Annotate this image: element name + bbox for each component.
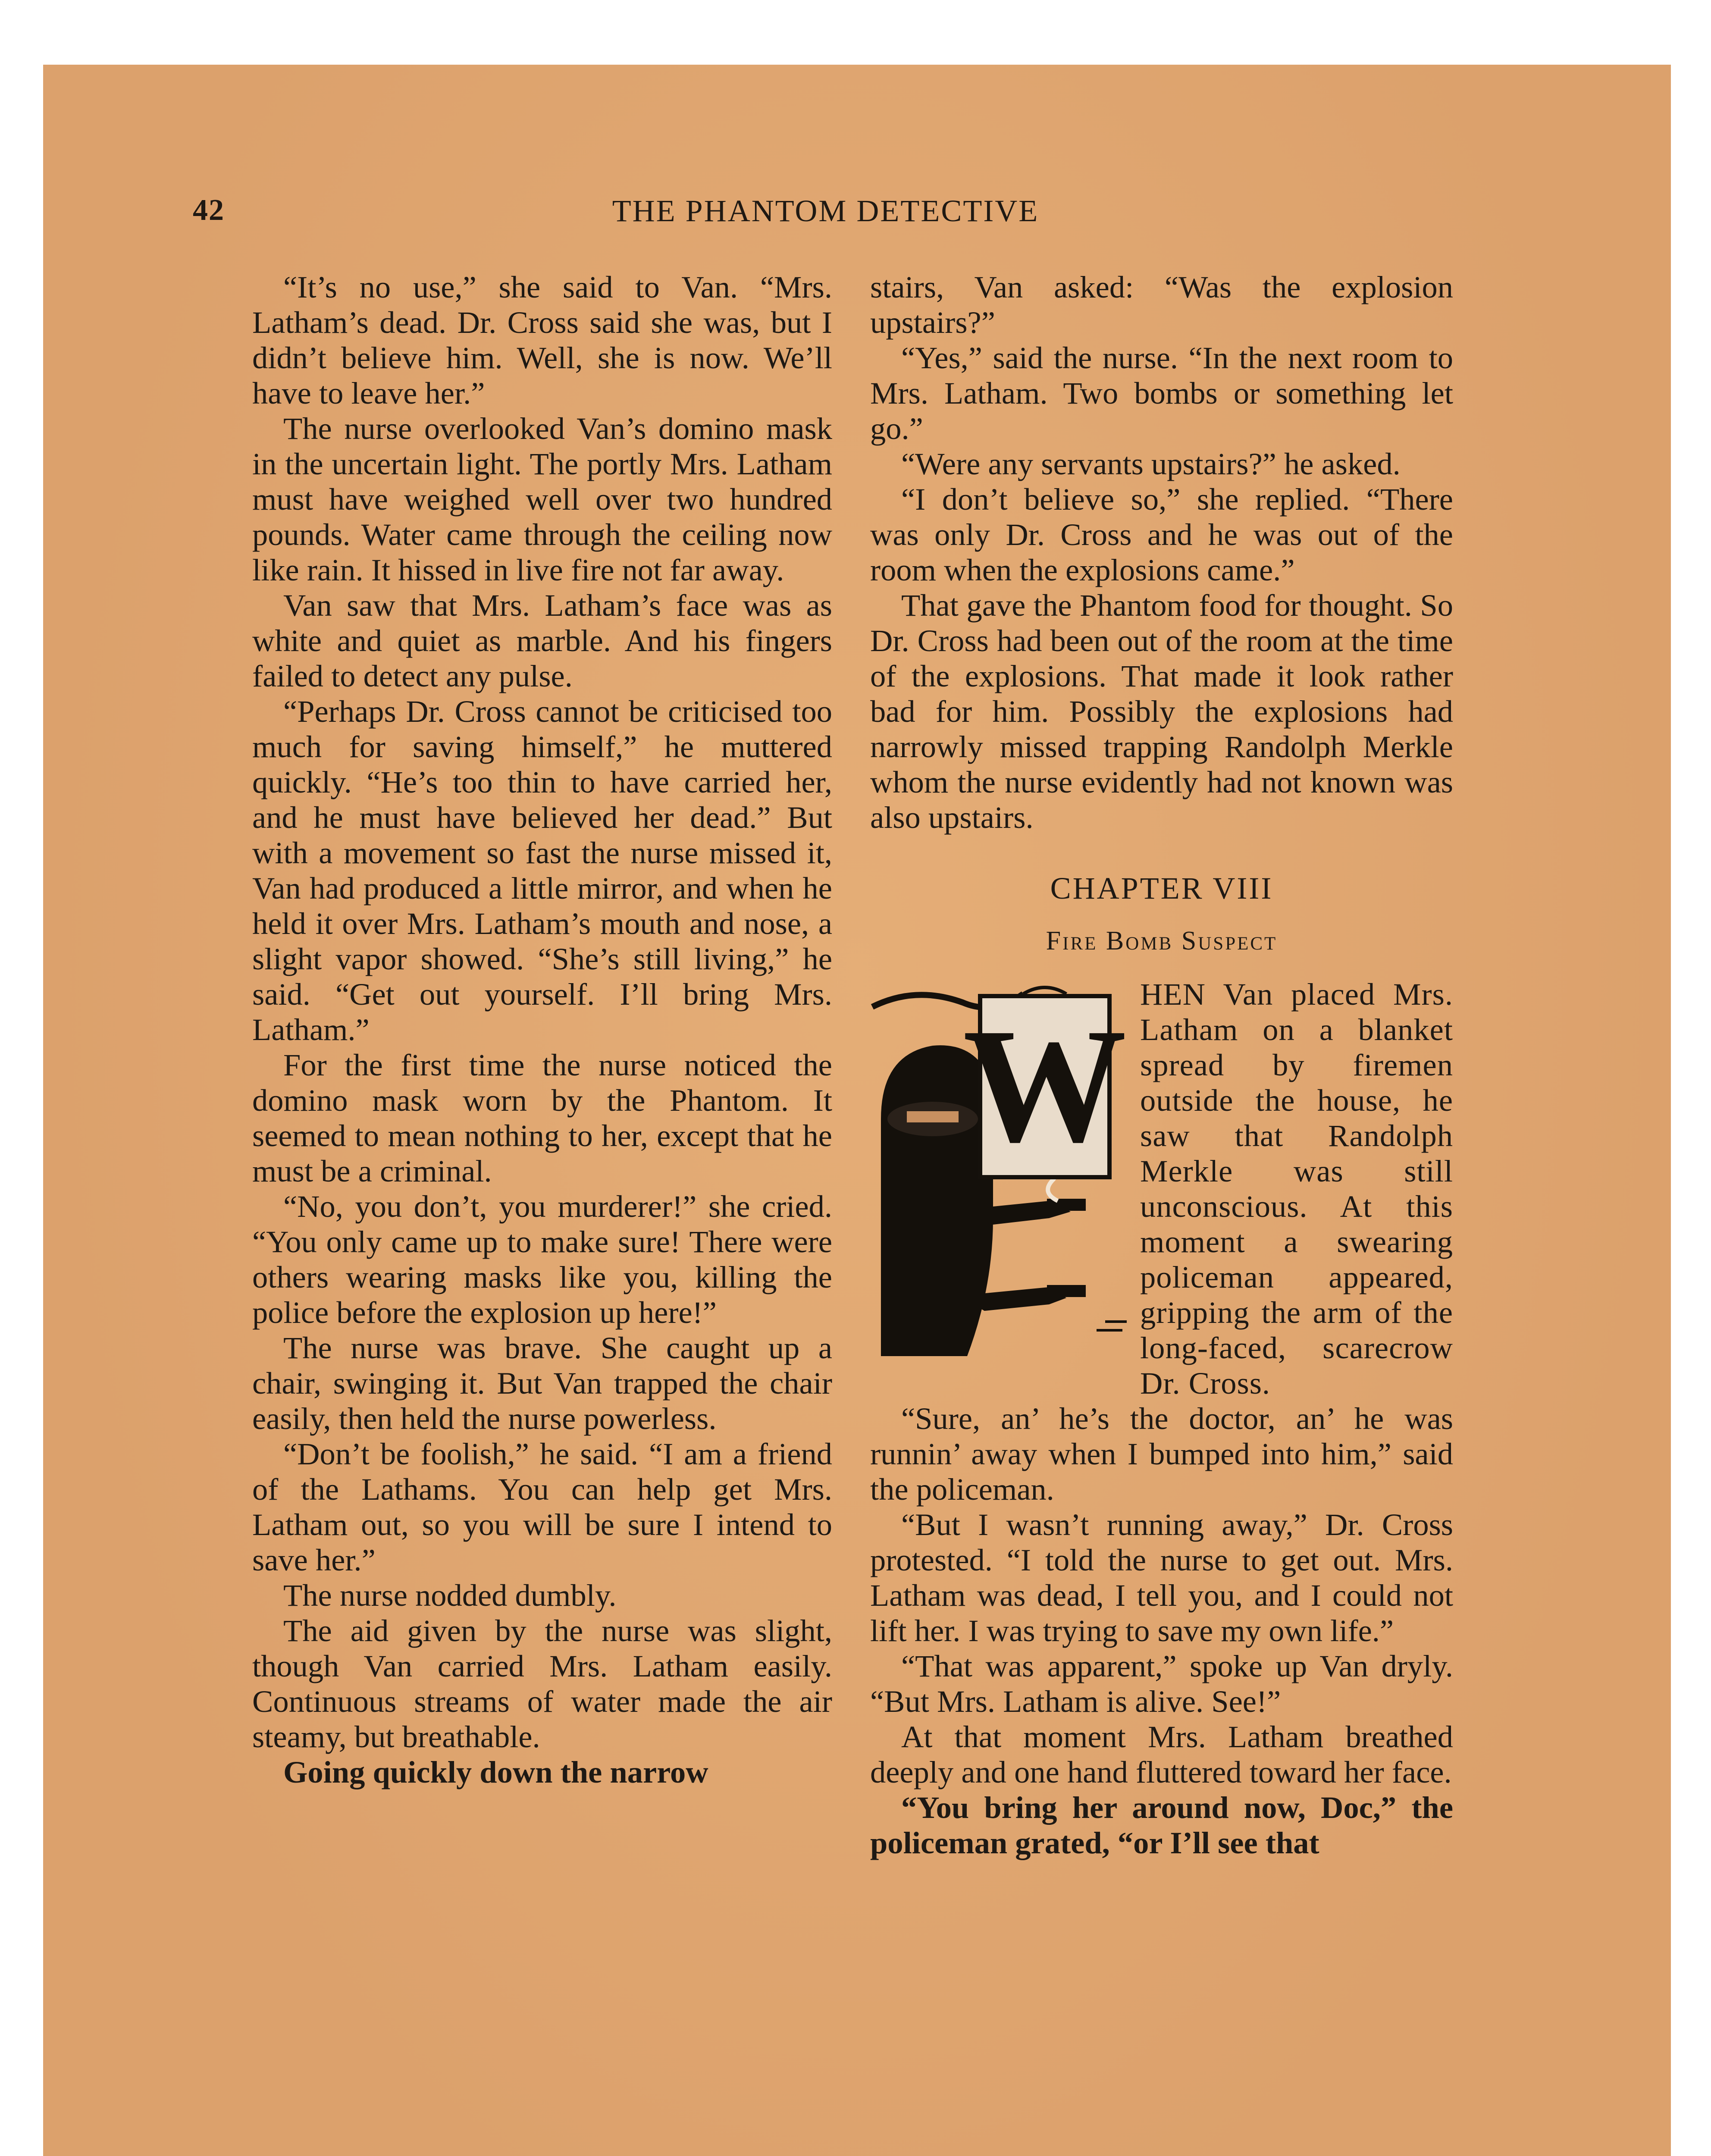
masked-gunman-illustration-icon <box>864 977 1129 1365</box>
paragraph: “It’s no use,” she said to Van. “Mrs. Latham’s dead. Dr. Cross said she was, but I didn’t believe him. Well, she is now. We’ll have to leave her.” <box>252 270 832 411</box>
paragraph: Going quickly down the narrow <box>283 1755 708 1789</box>
chapter-heading: CHAPTER VIII <box>1050 871 1273 906</box>
paragraph: “But I wasn’t running away,” Dr. Cross protested. “I told the nurse to get out. Mrs. Latham was dead, I tell you, and I could not lift her. I was trying to save my own life.” <box>870 1507 1453 1648</box>
page-number: 42 <box>193 194 225 227</box>
paragraph: For the first time the nurse noticed the domino mask worn by the Phantom. It seemed to mean nothing to her, except that he must be a criminal. <box>252 1047 832 1188</box>
paragraph: The nurse nodded dumbly. <box>283 1578 617 1613</box>
paragraph: “Perhaps Dr. Cross cannot be criticised too much for saving himself,” he muttered quickly. “He’s too thin to have carried her, and he must have believed her dead.” But with a movement so fast the nurse missed it, Van had produced a little mirror, and when he held it over Mrs. Latham’s mouth and nose, a slight vapor showed. “She’s still living,” he said. “Get out yourself. I’ll bring Mrs. Latham.” <box>252 694 832 1047</box>
paragraph: That gave the Phantom food for thought. So Dr. Cross had been out of the room at the time of the explosions. That made it look rather bad for him. Possibly the explosions had narrowly missed trapping Randolph Merkle whom the nurse evidently had not known was also upstairs. <box>870 588 1453 835</box>
paragraph: “You bring her around now, Doc,” the policeman grated, “or I’ll see that <box>870 1790 1453 1860</box>
right-column <box>870 270 1453 2156</box>
paragraph: “Sure, an’ he’s the doctor, an’ he was runnin’ away when I bumped into him,” said the policeman. <box>870 1401 1453 1507</box>
paragraph: stairs, Van asked: “Was the explosion upstairs?” <box>870 270 1453 340</box>
dropcap-illustration <box>864 977 1129 1365</box>
paragraph: The nurse overlooked Van’s domino mask in the uncertain light. The portly Mrs. Latham must have weighed well over two hundred pounds. Water came through the ceiling now like rain. It hissed in live fire not far away. <box>252 411 832 587</box>
paragraph: “Yes,” said the nurse. “In the next room to Mrs. Latham. Two bombs or something let go.” <box>870 340 1453 446</box>
dropcap-letter: W <box>963 995 1127 1176</box>
paragraph: “I don’t believe so,” she replied. “There was only Dr. Cross and he was out of the room when the explosions came.” <box>870 482 1453 587</box>
paragraph: “Were any servants upstairs?” he asked. <box>901 446 1401 481</box>
left-column <box>252 270 832 2156</box>
paragraph: “Don’t be foolish,” he said. “I am a friend of the Lathams. You can help get Mrs. Latham out, so you will be sure I intend to save her.” <box>252 1436 832 1577</box>
paragraph: “No, you don’t, you murderer!” she cried. “You only came up to make sure! There were others wearing masks like you, killing the police before the explosion up here!” <box>252 1189 832 1330</box>
paragraph: Van saw that Mrs. Latham’s face was as white and quiet as marble. And his fingers failed to detect any pulse. <box>252 588 832 693</box>
page-header <box>193 193 1458 245</box>
chapter-title: Fire Bomb Suspect <box>1046 926 1278 956</box>
running-title: THE PHANTOM DETECTIVE <box>612 194 1039 228</box>
paragraph: At that moment Mrs. Latham breathed deeply and one hand fluttered toward her face. <box>870 1719 1453 1789</box>
paragraph: The nurse was brave. She caught up a chair, swinging it. But Van trapped the chair easily, then held the nurse powerless. <box>252 1330 832 1436</box>
paragraph: The aid given by the nurse was slight, though Van carried Mrs. Latham easily. Continuous streams of water made the air steamy, but breathable. <box>252 1613 832 1754</box>
paragraph: HEN Van placed Mrs. Latham on a blanket spread by firemen outside the house, he saw that Randolph Merkle was still unconscious. At this moment a swearing policeman appeared, gripping the arm of the long-faced, scarecrow Dr. Cross. <box>1140 977 1453 1401</box>
paragraph: “That was apparent,” spoke up Van dryly. “But Mrs. Latham is alive. See!” <box>870 1648 1453 1719</box>
